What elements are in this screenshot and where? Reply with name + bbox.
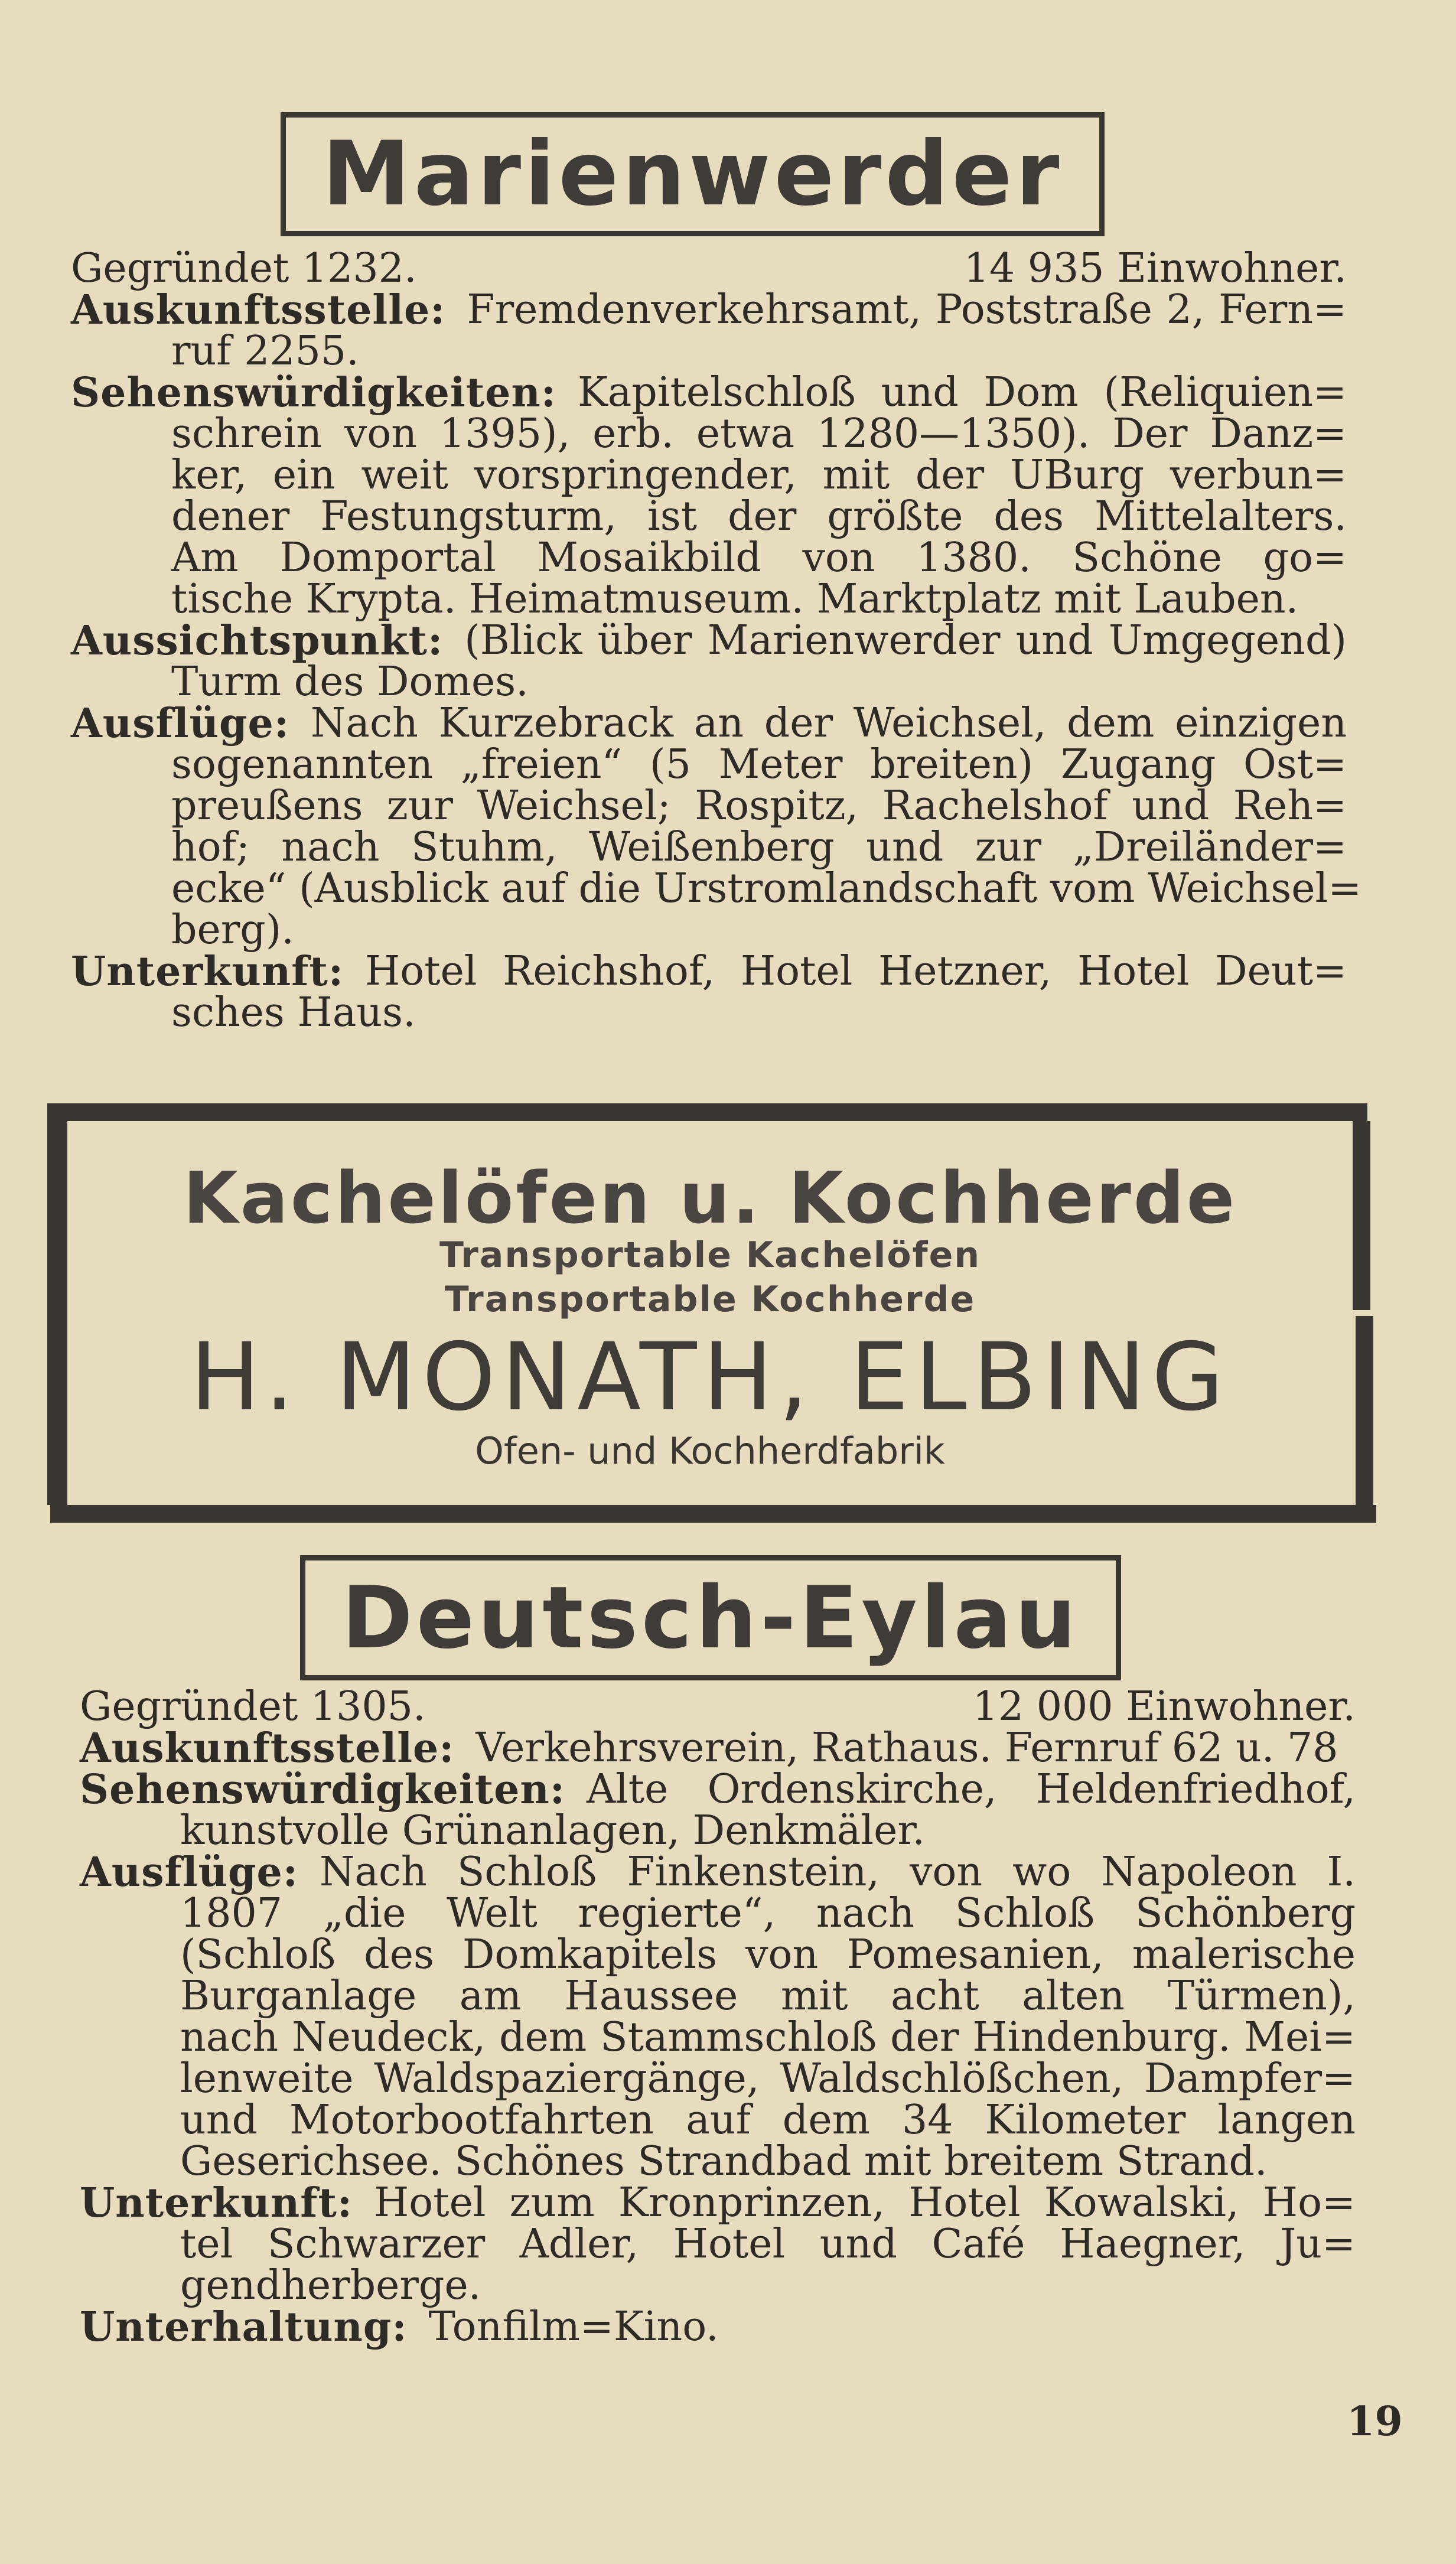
- section-label: Auskunftsstelle:: [71, 286, 446, 334]
- section-label: Unterkunft:: [80, 2179, 353, 2227]
- line-text: kunstvolle Grünanlagen, Denkmäler.: [180, 1807, 925, 1854]
- text-line: [71, 783, 1347, 829]
- line-text: ruf 2255.: [171, 328, 359, 374]
- text-line: [71, 824, 1347, 871]
- section-label: Ausflüge:: [71, 700, 289, 747]
- line-text: Hotel Reichshof, Hotel Hetzner, Hotel Deut=: [365, 948, 1347, 995]
- text-line: [80, 2138, 1356, 2185]
- ad-border-left: [47, 1121, 67, 1505]
- text-line: [80, 2055, 1356, 2102]
- line-text: hof; nach Stuhm, Weißenberg und zur „Dreiländer=: [171, 824, 1347, 871]
- section-label: Unterhaltung:: [80, 2304, 408, 2351]
- text-line: [71, 493, 1347, 540]
- text-line: [71, 369, 1347, 416]
- text-line: [80, 2262, 1356, 2309]
- text-line: [71, 741, 1347, 788]
- founded-line: [71, 245, 1347, 292]
- founded-line: [80, 1683, 1356, 1730]
- ad-border-right-upper: [1353, 1121, 1370, 1310]
- founded: Gegründet 1305.: [80, 1683, 426, 1730]
- line-text: nach Neudeck, dem Stammschloß der Hindenburg. Mei=: [180, 2014, 1356, 2061]
- line-text: tel Schwarzer Adler, Hotel und Café Haegner, Ju=: [180, 2221, 1356, 2267]
- ad-line1: Transportable Kachelöfen: [439, 1234, 981, 1276]
- text-line: [80, 2014, 1356, 2061]
- ad-border-top: [47, 1103, 1367, 1121]
- line-text: ecke“ (Ausblick auf die Urstromlandschaft vom Weichsel=: [171, 865, 1362, 912]
- text-line: [80, 1849, 1356, 1896]
- section-label: Aussichtspunkt:: [71, 617, 444, 664]
- line-text: Am Domportal Mosaikbild von 1380. Schöne go=: [171, 535, 1347, 581]
- line-text: ker, ein weit vorspringender, mit der UBurg verbun=: [171, 452, 1347, 499]
- text-line: [80, 1973, 1356, 2019]
- line-text: Kapitelschloß und Dom (Reliquien=: [577, 369, 1347, 416]
- line-text: lenweite Waldspaziergänge, Waldschlößchen, Dampfer=: [180, 2055, 1356, 2102]
- line-text: preußens zur Weichsel; Rospitz, Rachelshof und Reh=: [171, 783, 1347, 829]
- title-deutsch-eylau-box: [300, 1555, 1121, 1680]
- text-line: [80, 1890, 1356, 1937]
- line-text: gendherberge.: [180, 2262, 481, 2309]
- line-text: (Schloß des Domkapitels von Pomesanien, malerische: [180, 1931, 1356, 1978]
- title-marienwerder-box: [281, 112, 1105, 236]
- text-line: [80, 1766, 1356, 1813]
- text-line: [71, 865, 1362, 912]
- ad-subtitle: Ofen- und Kochherdfabrik: [475, 1429, 945, 1472]
- line-text: sogenannten „freien“ (5 Meter breiten) Zugang Ost=: [171, 741, 1347, 788]
- founded: Gegründet 1232.: [71, 245, 417, 292]
- ad-line2: Transportable Kochherde: [444, 1279, 976, 1320]
- line-text: Burganlage am Haussee mit acht alten Türmen),: [180, 1973, 1356, 2019]
- text-line: [80, 1725, 1356, 1772]
- line-text: sches Haus.: [171, 989, 416, 1036]
- text-line: [71, 948, 1347, 995]
- marienwerder-lines: [71, 286, 1362, 1036]
- line-text: Fremdenverkehrsamt, Poststraße 2, Fern=: [467, 286, 1347, 333]
- title-marienwerder: Marienwerder: [322, 123, 1063, 226]
- line-text: (Blick über Marienwerder und Umgegend): [464, 617, 1347, 664]
- text-line: [71, 617, 1347, 664]
- text-line: [71, 700, 1347, 747]
- line-text: Verkehrsverein, Rathaus. Fernruf 62 u. 78: [475, 1725, 1338, 1771]
- line-text: und Motorbootfahrten auf dem 34 Kilometer langen: [180, 2097, 1356, 2143]
- deutsch-eylau-lines: [80, 1725, 1356, 2351]
- ad-border-right-lower: [1356, 1316, 1373, 1505]
- line-text: schrein von 1395), erb. etwa 1280—1350). Der Danz=: [171, 410, 1347, 457]
- title-deutsch-eylau: Deutsch-Eylau: [341, 1568, 1080, 1668]
- line-text: Nach Kurzebrack an der Weichsel, dem einzigen: [310, 700, 1347, 747]
- line-text: Nach Schloß Finkenstein, von wo Napoleon I.: [319, 1849, 1356, 1895]
- text-line: [80, 2221, 1356, 2267]
- line-text: tische Krypta. Heimatmuseum. Marktplatz mit Lauben.: [171, 576, 1299, 623]
- section-label: Sehenswürdigkeiten:: [71, 369, 556, 416]
- text-line: [71, 328, 1347, 374]
- deutsch-eylau-section: [80, 1683, 1356, 2351]
- line-text: Hotel zum Kronprinzen, Hotel Kowalski, Ho=: [374, 2179, 1356, 2226]
- line-text: Geserichsee. Schönes Strandbad mit breitem Strand.: [180, 2138, 1268, 2185]
- text-line: [71, 410, 1347, 457]
- line-text: 1807 „die Welt regierte“, nach Schloß Schönberg: [180, 1890, 1356, 1937]
- text-line: [71, 537, 1347, 579]
- section-label: Unterkunft:: [71, 948, 344, 995]
- text-line: [80, 2304, 1356, 2351]
- population: 14 935 Einwohner.: [963, 245, 1347, 292]
- population: 12 000 Einwohner.: [972, 1683, 1356, 1730]
- section-label: Ausflüge:: [80, 1849, 298, 1896]
- text-line: [71, 576, 1347, 623]
- ad-border-bottom: [50, 1505, 1376, 1523]
- page-number: 19: [1347, 2398, 1403, 2445]
- ad-headline: Kachelöfen u. Kochherde: [183, 1158, 1237, 1240]
- line-text: berg).: [171, 907, 294, 953]
- text-line: [80, 1931, 1356, 1978]
- section-label: Auskunftsstelle:: [80, 1725, 455, 1772]
- text-line: [80, 1807, 1356, 1854]
- text-line: [71, 989, 1347, 1036]
- line-text: Alte Ordenskirche, Heldenfriedhof,: [586, 1766, 1356, 1813]
- text-line: [80, 2097, 1356, 2143]
- section-label: Sehenswürdigkeiten:: [80, 1766, 565, 1813]
- text-line: [71, 659, 1347, 705]
- marienwerder-section: [71, 245, 1362, 1036]
- text-line: [71, 452, 1347, 499]
- line-text: Turm des Domes.: [171, 659, 529, 705]
- ad-company: H. MONATH, ELBING: [190, 1323, 1230, 1432]
- text-line: [71, 286, 1347, 334]
- line-text: dener Festungsturm, ist der größte des Mittelalters.: [171, 493, 1347, 540]
- line-text: Tonfilm=Kino.: [428, 2304, 719, 2350]
- text-line: [80, 2179, 1356, 2227]
- text-line: [71, 907, 1347, 953]
